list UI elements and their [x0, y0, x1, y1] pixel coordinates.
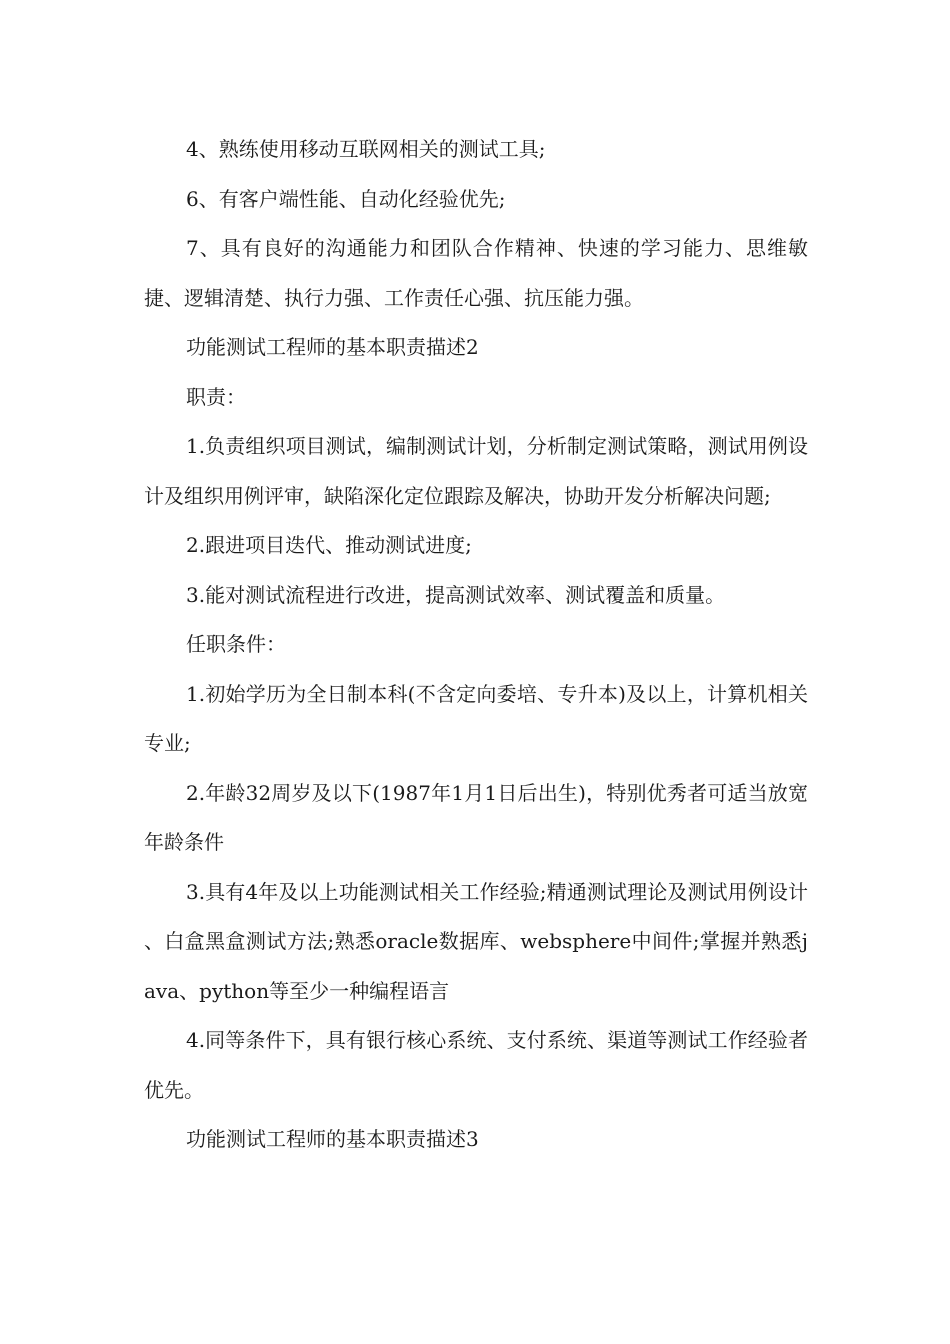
duty-item-2: 2.跟进项目迭代、推动测试进度; [186, 533, 472, 557]
section-heading-2: 功能测试工程师的基本职责描述2 [186, 335, 479, 359]
section-heading-3: 功能测试工程师的基本职责描述3 [186, 1127, 479, 1151]
subheading-duties: 职责： [186, 384, 246, 409]
subheading-requirements: 任职条件： [186, 632, 286, 656]
requirement-item-2: 2.年龄32周岁及以下(1987年1月1日后出生)，特别优秀者可适当放宽年龄条件 [144, 780, 808, 854]
requirement-item-1: 1.初始学历为全日制本科(不含定向委培、专升本)及以上，计算机相关专业; [144, 681, 808, 755]
list-item-skill-4: 4、熟练使用移动互联网相关的测试工具; [186, 137, 546, 161]
document-body [144, 125, 808, 1165]
requirement-item-4: 4.同等条件下，具有银行核心系统、支付系统、渠道等测试工作经验者优先。 [144, 1028, 808, 1102]
duty-item-1: 1.负责组织项目测试，编制测试计划，分析制定测试策略，测试用例设计及组织用例评审，缺陷深化定位跟踪及解决，协助开发分析解决问题; [144, 434, 808, 508]
duty-item-3: 3.能对测试流程进行改进，提高测试效率、测试覆盖和质量。 [186, 582, 726, 607]
list-item-skill-6: 6、有客户端性能、自动化经验优先; [186, 186, 506, 211]
list-item-skill-7: 7、具有良好的沟通能力和团队合作精神、快速的学习能力、思维敏捷、逻辑清楚、执行力强、工作责任心强、抗压能力强。 [144, 236, 808, 310]
requirement-item-3: 3.具有4年及以上功能测试相关工作经验;精通测试理论及测试用例设计 、白盒黑盒测试方法;熟悉oracle数据库、websphere中间件;掌握并熟悉java、python等至少一种编程语言 [144, 879, 808, 1003]
